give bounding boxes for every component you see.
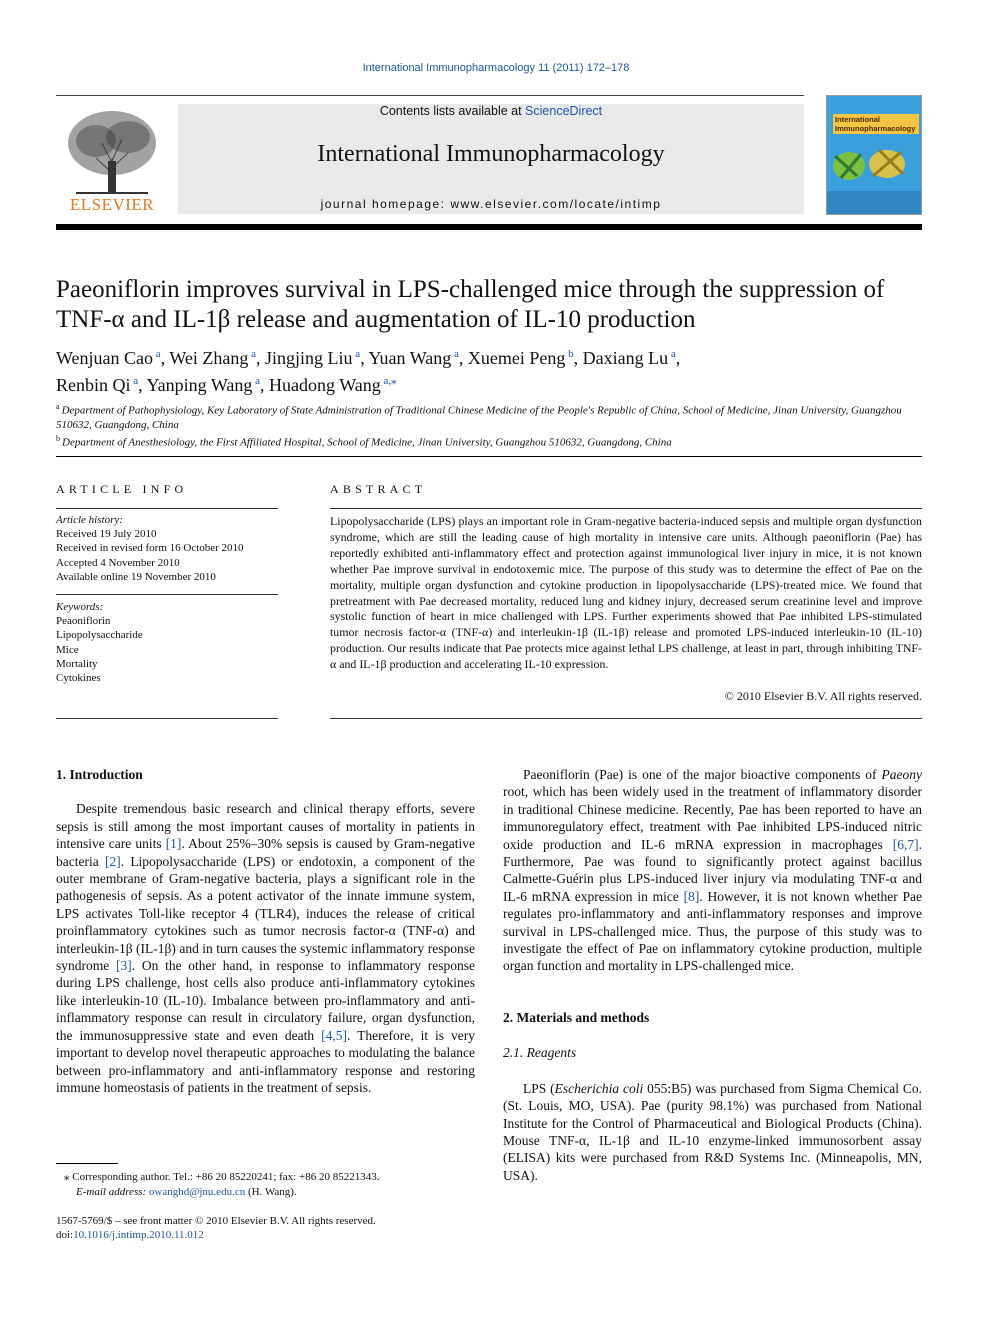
affiliation-marker: b [56,433,62,443]
journal-cover-thumbnail[interactable] [826,95,922,215]
body-column-left [56,766,475,1096]
keyword: Peaoniflorin [56,615,111,628]
author-separator: , [260,375,270,395]
affiliation [56,400,922,432]
history-received: Received 19 July 2010 [56,528,157,541]
author-list [56,343,922,397]
author-name: Huadong Wang [269,375,381,395]
elsevier-logo[interactable] [56,103,168,215]
contents-prefix: Contents lists available at [379,104,526,118]
abstract-rule-bottom [330,718,922,719]
journal-homepage[interactable]: journal homepage: www.elsevier.com/locate/intimp [320,197,662,211]
author-name: Yuan Wang [368,348,452,368]
author-separator: , [256,348,266,368]
keyword: Lipopolysaccharide [56,629,143,642]
author-name: Yanping Wang [146,375,253,395]
paragraph-text: . Therefore, it is very important to develop novel therapeutic approaches to modulating the balance between pro-inflammatory and anti-inflammatory response and restoring immune homeostasis of patients in the treatment of sepsis. [56,1027,475,1095]
author-name: Renbin Qi [56,375,131,395]
author-separator: , [138,375,147,395]
email-link[interactable]: owanghd@jnu.edu.cn [148,1186,246,1198]
author-name: Wenjuan Cao [56,348,154,368]
email-label: E-mail address: [76,1186,147,1198]
sciencedirect-link[interactable]: ScienceDirect [525,104,603,118]
corresponding-author: Corresponding author. Tel.: +86 20 85220241; fax: +86 20 85221343. [72,1171,380,1183]
keyword: Cytokines [56,672,101,685]
cover-image-icon [827,136,922,215]
elsevier-wordmark: ELSEVIER [69,195,155,214]
affiliation [56,432,922,450]
contents-line [178,104,804,118]
paragraph-text: Despite tremendous basic research and clinical therapy efforts, severe sepsis is still among the most important causes of mortality in patients in intensive care units [56,801,475,852]
paragraph-text: 055:B5) was purchased from Sigma Chemical Co. (St. Louis, MO, USA). Pae (purity 98.1%) was purchased from National Institute for the Control of Pharmaceutical and Biological Products (China). Mouse TNF-α, IL-1β and IL-10 enzyme-linked immunosorbent assay (ELISA) kits were purchased from R&D Systems Inc. (Minneapolis, MN, USA). [503,1080,922,1183]
paragraph-text: . About 25%–30% sepsis is caused by Gram-negative bacteria [56,836,475,869]
abstract-text: Lipopolysaccharide (LPS) plays an important role in Gram-negative bacteria-induced sepsis and multiple organ dysfunction syndrome, which are still the leading cause of high mortality in intensive care units. Although paeoniflorin (Pae) has reportedly exhibited anti-inflammatory effect and protection against immunological liver injury in mice, it is not known whether Pae improve survival in endotoxemic mice. The purpose of this study was to determine the effect of Pae on the mortality, multiple organ dysfunction and cytokine production in lipopolysaccharide (LPS)-treated mice. We found that pretreatment with Pae decreased mortality, reduced lung and kidney injury, decreased serum creatinine level and improve systolic function of heart in mice challenged with LPS. Further experiments showed that Pae inhibited LPS-stimulated tumor necrosis factor-α (TNF-α) and interleukin-1β (IL-1β) release and promoted LPS-induced interleukin-10 (IL-10) production. Our results indicate that Pae protects mice against lethal LPS challenge, at least in part, through inhibiting TNF-α and IL-1β production and accelerating IL-10 expression. [330,514,922,672]
introduction-paragraph-1 [56,800,475,1096]
introduction-paragraph-2 [503,766,922,975]
author-separator: , [573,348,583,368]
journal-reference[interactable]: International Immunopharmacology 11 (2011) 172–178 [362,62,630,74]
doi-prefix: doi: [56,1229,74,1241]
keywords-label: Keywords: [56,601,104,613]
history-online: Available online 19 November 2010 [56,570,216,583]
author-affiliation-marker[interactable]: a [668,348,676,360]
author-name: Daxiang Lu [582,348,669,368]
info-rule-mid [56,594,278,595]
author-affiliation-marker[interactable]: a [248,348,257,360]
author-affiliation-marker[interactable]: a [153,348,161,360]
author-separator: , [458,348,468,368]
affiliations [56,400,922,449]
doi-link[interactable]: 10.1016/j.intimp.2010.11.012 [73,1229,204,1241]
keyword: Mice [56,643,79,656]
author-name: Wei Zhang [169,348,249,368]
copyright: © 2010 Elsevier B.V. All rights reserved. [724,689,922,703]
paragraph-text: LPS ( [523,1080,555,1096]
methods-heading: 2. Materials and methods [503,1009,650,1025]
citation-link[interactable]: [4,5] [321,1027,347,1043]
paragraph-text: Paeoniflorin (Pae) is one of the major bioactive components of [523,767,882,782]
keywords [56,600,278,685]
email-suffix: (H. Wang). [247,1186,297,1198]
italic-term: Paeony [881,767,922,782]
keyword: Mortality [56,657,98,670]
citation-link[interactable]: [2] [104,853,121,869]
reagents-heading: 2.1. Reagents [503,1045,577,1061]
history-label: Article history: [56,514,123,526]
author-separator: , [160,348,170,368]
citation-link[interactable]: [1] [165,836,182,852]
front-matter [56,1214,475,1242]
author-affiliation-marker[interactable]: a [252,375,261,387]
body-column-right [503,766,922,1184]
introduction-heading: 1. Introduction [56,767,143,782]
author-affiliation-marker[interactable]: a [130,375,139,387]
author-name: Jingjing Liu [265,348,353,368]
citation-link[interactable]: [3] [115,958,132,974]
paragraph-text: root, which has been widely used in the treatment of inflammatory disorder in traditional Chinese medicine. Recently, Pae has been reported to have an immunoregulatory effect, treatment with Pae inhibited LPS-induced nitric oxide production and IL-6 mRNA expression in macrophages [503,784,922,852]
corresponding-footnote [56,1170,475,1200]
author-affiliation-marker[interactable]: a [451,348,459,360]
author-affiliation-marker[interactable]: b [565,348,574,360]
paragraph-text: . Furthermore, Pae was found to significantly protect against bacillus Calmette-Guérin plus LPS-induced liver injury via modulating TNF-α and IL-6 mRNA expression in mice [503,836,922,904]
affiliation-rule [56,456,922,457]
article-history [56,513,278,584]
history-accepted: Accepted 4 November 2010 [56,556,180,569]
info-rule-bottom [56,718,278,719]
article-info-heading: ARTICLE INFO [56,482,188,496]
info-rule-top [56,508,278,509]
footnote-marker: ⁎ [64,1171,70,1183]
article-title [56,275,922,335]
affiliation-text: Department of Anesthesiology, the First Affiliated Hospital, School of Medicine, Jinan University, Guangzhou 510632, Guangdong, China [62,436,672,449]
header-thick-rule [56,224,922,230]
author-affiliation-marker[interactable]: a [352,348,361,360]
abstract-heading: ABSTRACT [330,482,427,496]
author-separator: , [675,348,681,368]
journal-title: International Immunopharmacology [317,141,665,167]
author-name: Xuemei Peng [467,348,566,368]
paragraph-text: . However, it is not known whether Pae regulates pro-inflammatory and anti-inflammatory responses and improve survival in LPS-challenged mice. Thus, the purpose of this study was to investigate the effect of Pae on inflammatory cytokine production, multiple organ function and mortality in LPS-challenged mice. [503,888,922,974]
citation-link[interactable]: [6,7] [892,836,919,852]
issn-line: 1567-5769/$ – see front matter © 2010 Elsevier B.V. All rights reserved. [56,1215,376,1227]
paragraph-text: . On the other hand, in response to inflammatory response during LPS challenge, host cells also produce anti-inflammatory cytokines like interleukin-10 (IL-10). Imbalance between pro-inflammatory and anti-inflammatory response can result in circulatory failure, organ dysfunction, the immunosuppressive state and even death [56,958,475,1043]
paragraph-text: . Lipopolysaccharide (LPS) or endotoxin, a component of the outer membrane of Gram-negative bacteria, plays a significant role in the pathogenesis of sepsis. As a potent activator of the innate immune system, LPS activates Toll-like receptor 4 (TLR4), induces the release of critical proinflammatory cytokines such as tumor necrosis factor-α (TNF-α) and interleukin-1β (IL-1β) and in turn causes the systemic inflammatory response syndrome [56,853,475,974]
footnote-rule [56,1163,118,1164]
affiliation-marker: a [56,402,62,411]
italic-term: Escherichia coli [554,1080,644,1096]
affiliation-text: Department of Pathophysiology, Key Laboratory of State Administration of Traditional Chinese Medicine of the People's Republic of China, School of Medicine, Jinan University, Guangzhou 510632, Guangdong, China [56,404,902,431]
title-line-1: Paeoniflorin improves survival in LPS-challenged mice through the suppression of [56,276,885,303]
reagents-paragraph [503,1080,922,1184]
history-revised: Received in revised form 16 October 2010 [56,542,244,555]
abstract-rule-top [330,508,922,509]
author-affiliation-marker[interactable]: a,⁎ [380,375,397,387]
cover-title: International Immunopharmacology [833,114,919,134]
citation-link[interactable]: [8] [683,888,700,904]
title-line-2: TNF-α and IL-1β release and augmentation of IL-10 production [56,306,696,333]
author-separator: , [360,348,369,368]
